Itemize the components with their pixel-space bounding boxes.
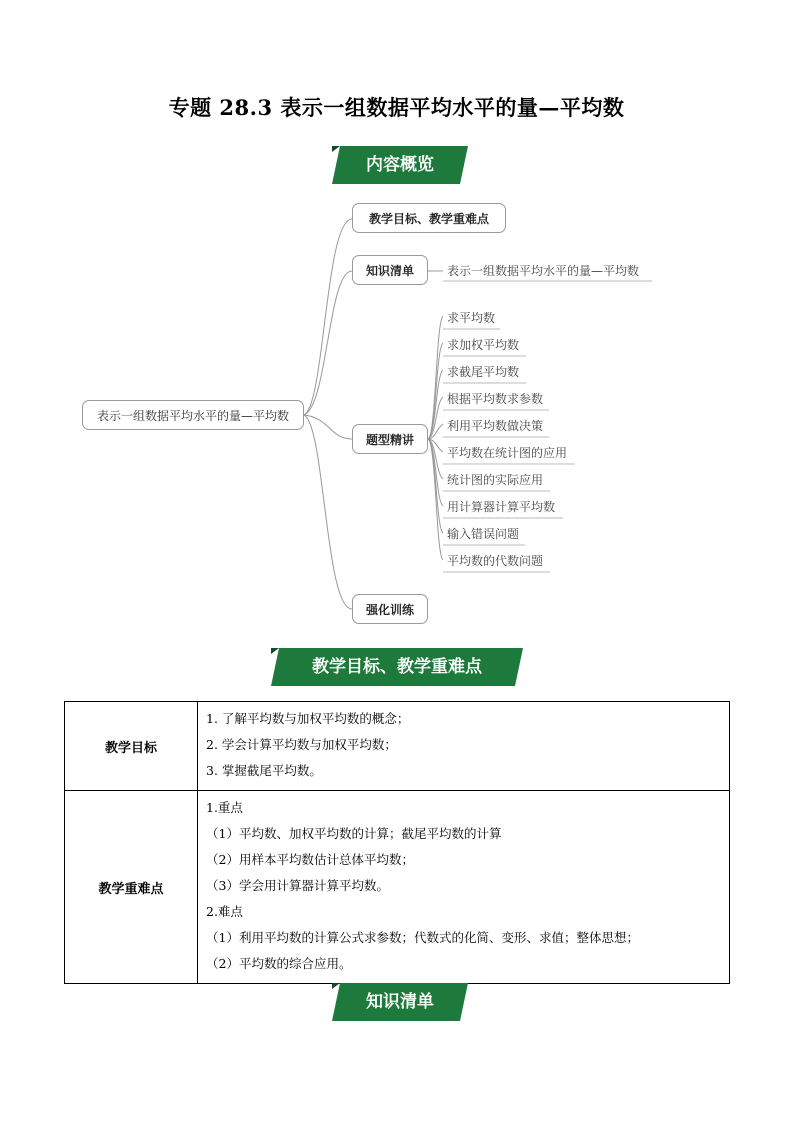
table-row: [65, 791, 730, 984]
table-row: [65, 702, 730, 791]
goal-line: 1. 了解平均数与加权平均数的概念；: [206, 711, 410, 726]
mindmap-practice-item: 平均数的代数问题: [447, 554, 544, 568]
mindmap-root: 表示一组数据平均水平的量—平均数: [82, 400, 304, 430]
mindmap-practice-item: 根据平均数求参数: [447, 392, 544, 406]
mindmap-practice-item: 输入错误问题: [447, 527, 520, 541]
page-title: 专题 28.3 表示一组数据平均水平的量—平均数: [168, 95, 625, 120]
mindmap-practice-item: 平均数在统计图的应用: [447, 446, 568, 460]
goal-line: 2. 学会计算平均数与加权平均数；: [206, 737, 397, 752]
banner-goals: [271, 648, 523, 686]
difficulty-line: 2.难点: [206, 904, 243, 919]
row-header-difficulties: 教学重难点: [65, 791, 198, 984]
banner-overview-label: 内容概览: [366, 155, 434, 175]
mindmap-practice-item: 求加权平均数: [447, 338, 520, 352]
row-content-goals: [198, 702, 730, 791]
mindmap-branch-training: 强化训练: [352, 594, 428, 624]
difficulty-line: 1.重点: [206, 800, 243, 815]
mindmap-practice-item: 求平均数: [447, 311, 496, 325]
mindmap-knowledge-leaf: 表示一组数据平均水平的量—平均数: [447, 264, 640, 278]
difficulty-line: （3）学会用计算器计算平均数。: [206, 878, 389, 893]
mindmap-branch-goals: 教学目标、教学重难点: [352, 203, 506, 233]
row-header-goals: 教学目标: [65, 702, 198, 791]
difficulty-line: （1）平均数、加权平均数的计算；截尾平均数的计算: [206, 826, 502, 841]
difficulty-line: （2）平均数的综合应用。: [206, 956, 352, 971]
mindmap-branch-practice: 题型精讲: [352, 424, 428, 454]
difficulty-line: （2）用样本平均数估计总体平均数；: [206, 852, 414, 867]
mindmap-practice-item: 统计图的实际应用: [447, 473, 544, 487]
row-content-difficulties: [198, 791, 730, 984]
banner-knowledge-label: 知识清单: [366, 992, 434, 1012]
banner-goals-label: 教学目标、教学重难点: [312, 657, 482, 677]
mindmap-practice-item: 用计算器计算平均数: [447, 500, 556, 514]
difficulty-line: （1）利用平均数的计算公式求参数；代数式的化简、变形、求值；整体思想；: [206, 930, 639, 945]
mindmap-practice-item: 利用平均数做决策: [447, 419, 544, 433]
banner-knowledge: [332, 983, 468, 1021]
mindmap-practice-item: 求截尾平均数: [447, 365, 520, 379]
mindmap-branch-knowledge: 知识清单: [352, 255, 428, 285]
goal-line: 3. 掌握截尾平均数。: [206, 763, 322, 778]
goals-table: [64, 701, 730, 984]
